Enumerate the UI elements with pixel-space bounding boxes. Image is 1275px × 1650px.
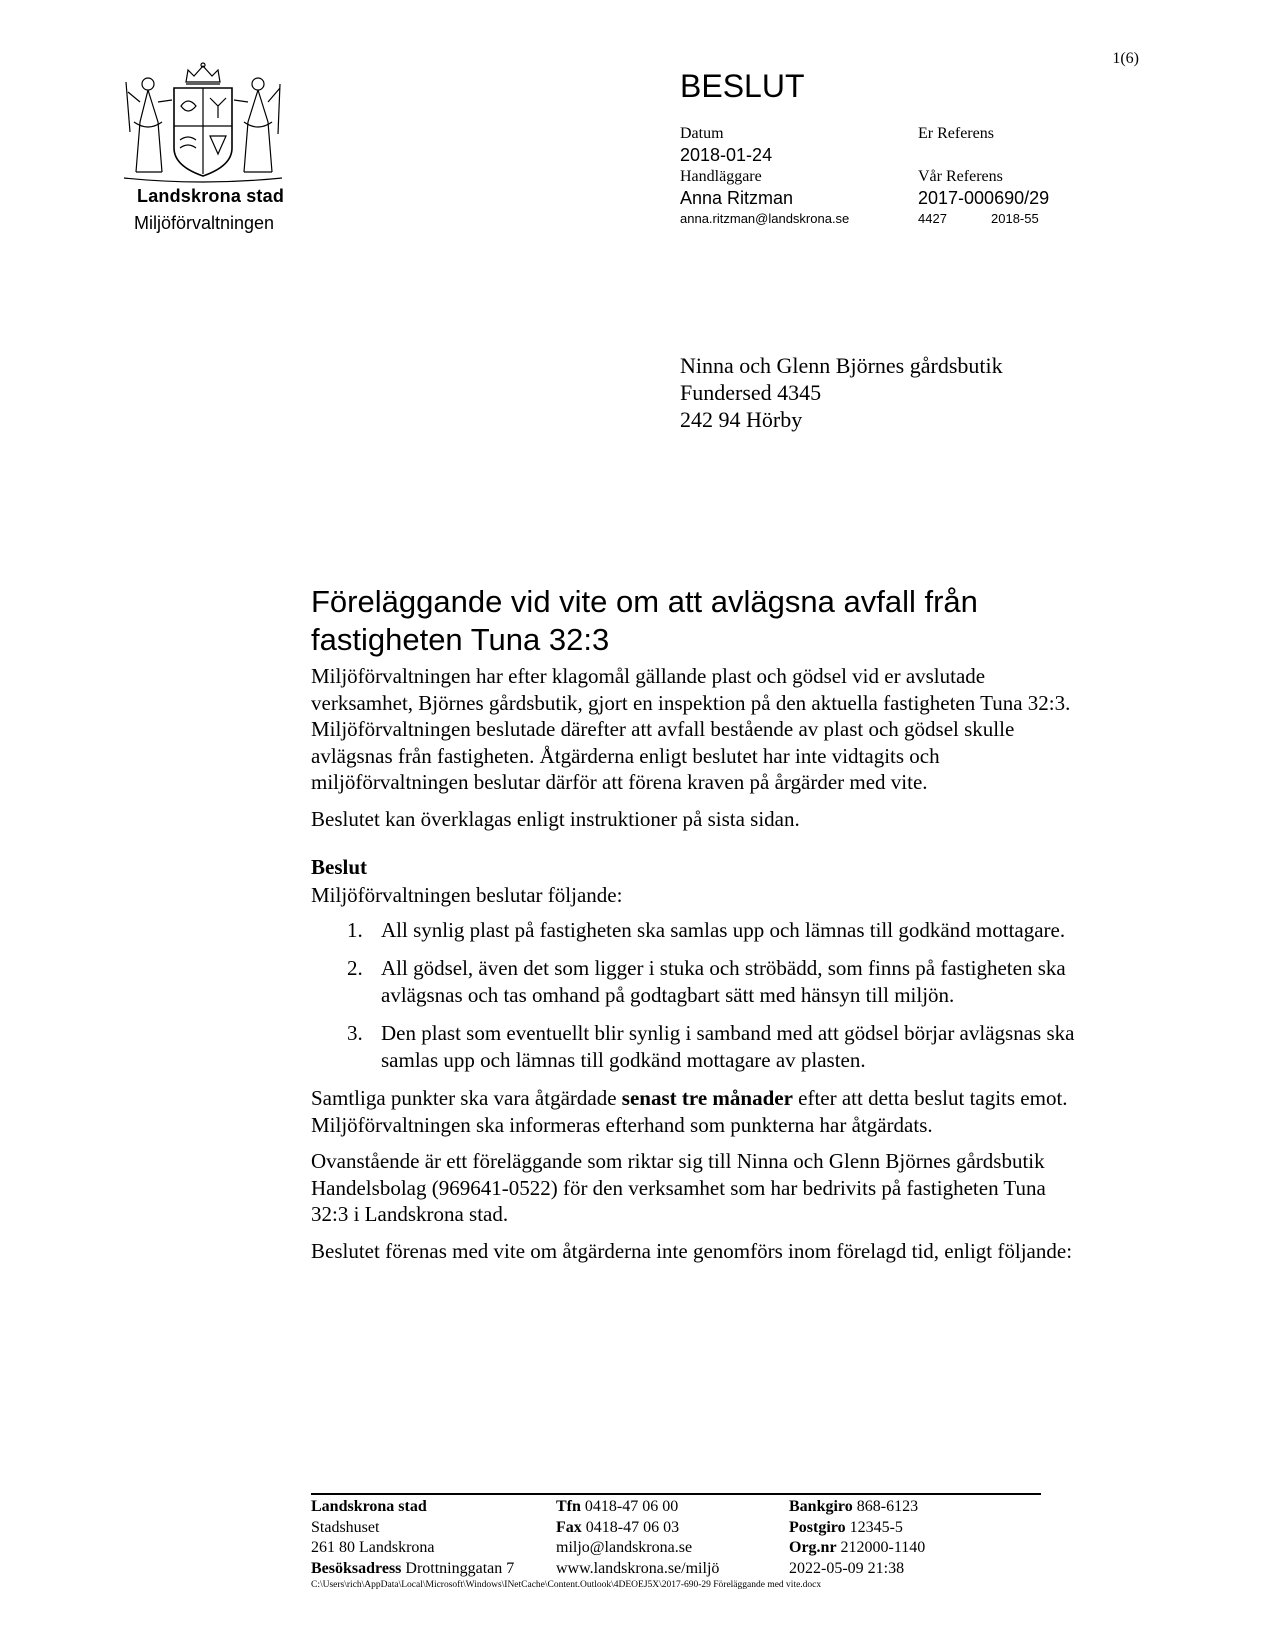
footer-bankgiro-label: Bankgiro [789, 1498, 853, 1515]
footer-file-path: C:\Users\rich\AppData\Local\Microsoft\Windows\INetCache\Content.Outlook\4DEOEJ5X\2017-690-29 Föreläggande med vite.docx [311, 1580, 822, 1590]
recipient-street: Fundersed 4345 [680, 380, 822, 405]
footer-phone-value: 0418-47 06 00 [580, 1498, 679, 1515]
footer-orgnr-label: Org.nr [789, 1539, 837, 1556]
footer-building: Stadshuset [311, 1518, 380, 1536]
decision-item [311, 917, 1081, 944]
var-referens-value: 2017-000690/29 [918, 188, 1050, 208]
decision-item-text: Den plast som eventuellt blir synlig i samband med att gödsel börjar avlägsnas ska samlas upp och lämnas till godkänd mottagare av plasten. [381, 1021, 1075, 1072]
document-title [311, 583, 1081, 659]
handlaggare-name: Anna Ritzman [680, 188, 794, 208]
decision-intro: Miljöförvaltningen beslutar följande: [311, 883, 623, 907]
decision-item [311, 955, 1081, 1008]
footer-phone-label: Tfn [556, 1498, 581, 1515]
footer-visit-label: Besöksadress [311, 1559, 402, 1577]
footer-orgnr-value: 212000-1140 [836, 1539, 926, 1556]
footer-contact-column [556, 1497, 719, 1579]
logo-block [110, 62, 300, 234]
footer-postgiro-label: Postgiro [789, 1518, 846, 1536]
footer-fax-value: 0418-47 06 03 [581, 1518, 680, 1536]
footer-printed-date: 2022-05-09 21:38 [789, 1559, 905, 1577]
deadline-emphasis: senast tre månader [621, 1086, 793, 1110]
footer-payment-column [789, 1497, 925, 1579]
title-line-2: fastigheten Tuna 32:3 [311, 622, 610, 657]
footer-email: miljo@landskrona.se [556, 1539, 693, 1556]
deadline-text-pre: Samtliga punkter ska vara åtgärdade [311, 1086, 622, 1110]
deadline-text-post: efter att detta beslut tagits emot. Miljöförvaltningen ska informeras efterhand som punkterna har åtgärdats. [311, 1086, 1068, 1137]
decision-item-text: All gödsel, även det som ligger i stuka och ströbädd, som finns på fastigheten ska avlägsnas och tas omhand på godtagbart sätt med hänsyn till miljön. [381, 956, 1066, 1007]
datum-value: 2018-01-24 [680, 145, 773, 165]
document-type: BESLUT [680, 68, 805, 104]
footer-visit-value: Drottninggatan 7 [401, 1559, 515, 1577]
page-number: 1(6) [1112, 50, 1139, 67]
recipient-name: Ninna och Glenn Björnes gårdsbutik [680, 353, 1003, 378]
decision-list [311, 917, 1081, 1074]
er-referens-label: Er Referens [918, 125, 994, 142]
deadline-paragraph [311, 1085, 1081, 1138]
footer-address-column [311, 1497, 514, 1579]
datum-label: Datum [680, 125, 724, 142]
reference-code-2: 2018-55 [991, 211, 1039, 226]
footer-website: www.landskrona.se/miljö [556, 1559, 720, 1577]
document-body [311, 583, 1081, 1274]
decision-item [311, 1020, 1081, 1073]
decision-item-number: 3. [347, 1021, 363, 1045]
footer-fax-label: Fax [556, 1518, 582, 1536]
footer-bankgiro-value: 868-6123 [852, 1498, 919, 1515]
handlaggare-email: anna.ritzman@landskrona.se [680, 211, 850, 226]
footer-org-name: Landskrona stad [311, 1498, 427, 1515]
section-heading-beslut: Beslut [311, 855, 368, 879]
title-line-1: Föreläggande vid vite om att avlägsna avfall från [311, 584, 978, 619]
coat-of-arms-logo [118, 62, 288, 184]
penalty-paragraph: Beslutet förenas med vite om åtgärderna inte genomförs inom förelagd tid, enligt följande: [311, 1238, 1073, 1263]
decision-item-number: 1. [347, 917, 363, 942]
footer-postgiro-value: 12345-5 [845, 1518, 903, 1536]
addressee-paragraph: Ovanstående är ett föreläggande som riktar sig till Ninna och Glenn Björnes gårdsbutik Handelsbolag (969641-0522) för den verksamhet som har bedrivits på fastigheten Tuna 32:3 i Landskrona stad. [311, 1149, 1046, 1226]
appeal-note: Beslutet kan överklagas enligt instruktioner på sista sidan. [311, 806, 800, 831]
intro-paragraph: Miljöförvaltningen har efter klagomål gällande plast och gödsel vid er avslutade verksamhet, Björnes gårdsbutik, gjort en inspektion på den aktuella fastigheten Tuna 32:3. Miljöförvaltningen beslutade därefter att avfall bestående av plast och gödsel skulle avlägsnas från fastigheten. Åtgärderna enligt beslutet har inte vidtagits och miljöförvaltningen beslutar därför att förena kraven på årgärder med vite. [311, 664, 1071, 794]
footer-postal: 261 80 Landskrona [311, 1539, 435, 1556]
decision-item-text: All synlig plast på fastigheten ska samlas upp och lämnas till godkänd mottagare. [381, 917, 1066, 942]
decision-item-number: 2. [347, 956, 363, 980]
footer-visit-address [311, 1559, 514, 1580]
recipient-postal: 242 94 Hörby [680, 407, 803, 432]
var-referens-label: Vår Referens [918, 168, 1003, 185]
reference-code-1: 4427 [918, 211, 947, 226]
logo-department: Miljöförvaltningen [134, 213, 275, 233]
recipient-address [680, 352, 1003, 433]
logo-organization: Landskrona stad [137, 186, 285, 206]
footer-divider [311, 1493, 1041, 1495]
handlaggare-label: Handläggare [680, 168, 762, 185]
